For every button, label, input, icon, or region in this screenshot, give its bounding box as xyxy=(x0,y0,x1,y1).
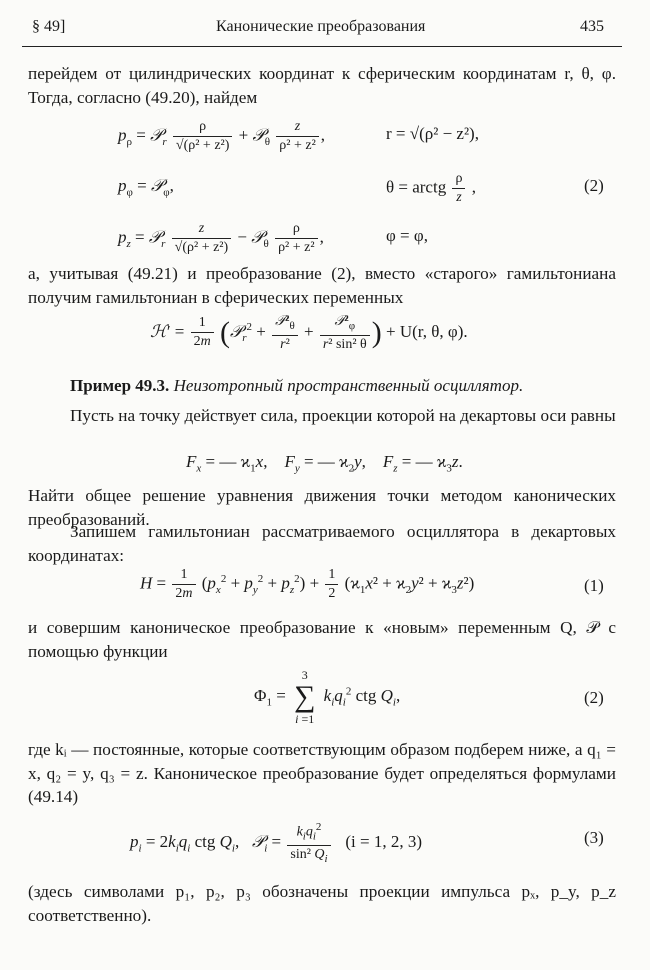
equation-p-rho: $p_\rho$ = 𝒫$_r$ $\frac{\rho}{\text{√(ρ² + z²)}}$ + 𝒫$_\theta$ $\frac{z}{\text{ρ² + z²}}$ , xyxy=(118,119,326,153)
example-heading xyxy=(70,376,523,396)
header-section: § 49] xyxy=(32,18,66,35)
equation-r: r = √(ρ² − z²), xyxy=(386,124,479,143)
equation-p-phi: $p_\varphi$ = 𝒫$_\varphi$, xyxy=(118,176,174,199)
page-number: 435 xyxy=(580,18,604,35)
example-number: Пример 49.3. xyxy=(70,376,170,395)
equation-number-2b: (2) xyxy=(584,688,604,707)
header-rule xyxy=(22,46,622,47)
equation-number-3: (3) xyxy=(584,828,604,847)
equation-hamiltonian-cartesian: H = $\frac{1}{2m}$ $(p_x^2 + p_y^2 + p_z^2)$ + $\frac{1}{2}$ $(ϰ_1x^2 + ϰ_2y^2 + ϰ_3z^2)$ xyxy=(140,567,475,601)
equation-number-2: (2) xyxy=(584,176,604,195)
header-title: Канонические преобразования xyxy=(216,18,426,35)
equation-p-z: $p_z$ = 𝒫$_r$ $\frac{z}{\text{√(ρ² + z²)}}$ − 𝒫$_\theta$ $\frac{\rho}{\text{ρ² + z²}}$ , xyxy=(118,221,324,255)
paragraph-task: Найти общее решение уравнения движения точки методом канонических преобразований. xyxy=(28,486,616,529)
equation-theta: θ = arctg $\frac{\rho}{z}$ , xyxy=(386,171,476,205)
hamiltonian-potential: + U(r, θ, φ). xyxy=(385,321,468,341)
example-subtitle: Неизотропный пространственный осциллятор. xyxy=(173,376,524,395)
equation-hamiltonian-spherical: ℋ′ = $\frac{1}{2m}$ (𝒫$_r^2$ + $\frac{𝒫^2_\theta}{\text{r²}}$ + $\frac{𝒫^2_\varphi}{\text{r² sin² θ}}$ ) + U(r, θ, φ). xyxy=(150,313,468,352)
equation-generating-function: $\Phi_1$ = 3 ∑ i =1 $k_iq_i^2$ ctg $Q_i$, xyxy=(254,668,401,726)
equation-number-1: (1) xyxy=(584,576,604,595)
equation-phi: φ = φ, xyxy=(386,226,428,245)
paragraph-hamiltonian: а, учитывая (49.21) и преобразование (2), вместо «старого» гамильтониана получим гамильтониан в сферических переменных xyxy=(28,264,616,307)
equation-canonical: $p_i = 2k_iq_i$ ctg $Q_i$, 𝒫$_i$ = $\frac{k_iq_i^2}{\sin^2 Q_i}$ (i = 1, 2, 3) xyxy=(130,818,422,868)
paragraph-intro: перейдем от цилиндрических координат к сферическим координатам r, θ, φ. Тогда, согласно (49.20), найдем xyxy=(28,64,616,107)
paragraph-force: Пусть на точку действует сила, проекции которой на декартовы оси равны xyxy=(70,406,616,425)
equation-forces: $F_x$ = — $ϰ_1x$, $F_y$ = — $ϰ_2y$, $F_z$ = — $ϰ_3z$. xyxy=(186,452,463,475)
paragraph-constants: где kᵢ — постоянные, которые соответствующим образом подберем ниже, а q₁ = x, q₂ = y, q₃ = z. Каноническое преобразование будет определяться формулами (49.14) xyxy=(28,740,616,806)
equation-index-range: (i = 1, 2, 3) xyxy=(345,832,422,852)
paragraph-cartesian: Запишем гамильтониан рассматриваемого осциллятора в декартовых координатах: xyxy=(28,522,616,565)
paragraph-note: (здесь символами p₁, p₂, p₃ обозначены проекции импульса pₓ, p_y, p_z соответственно). xyxy=(28,882,616,925)
paragraph-transform: и совершим каноническое преобразование к «новым» переменным Q, 𝒫 с помощью функции xyxy=(28,618,616,661)
